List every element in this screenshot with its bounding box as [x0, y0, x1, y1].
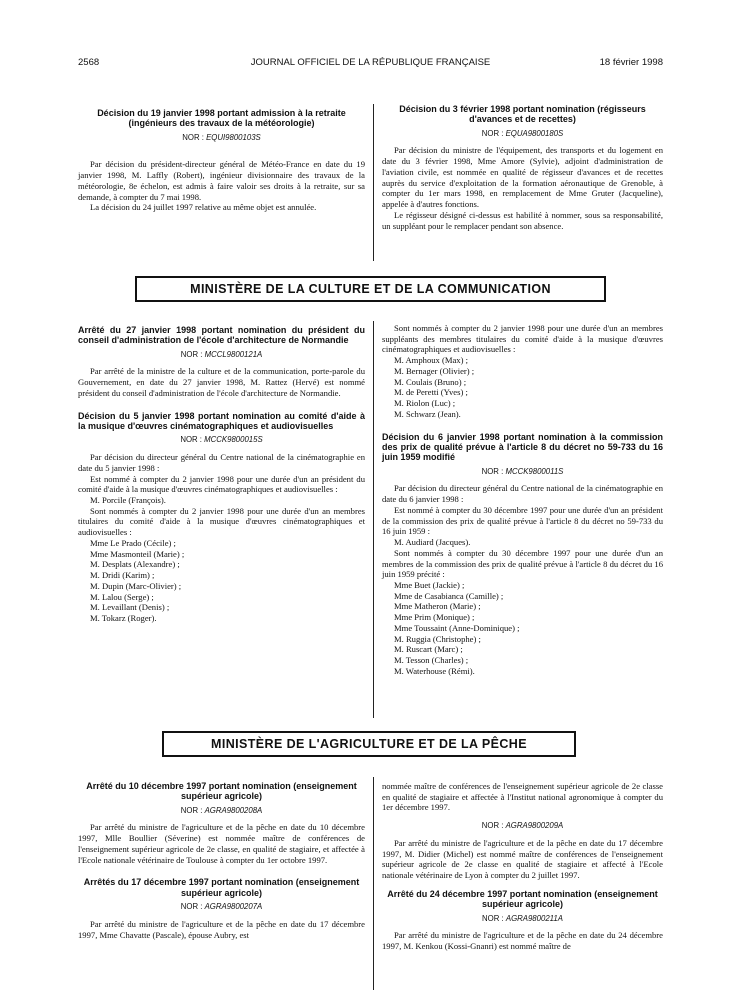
paragraph: La décision du 24 juillet 1997 relative au même objet est annulée.: [90, 202, 317, 213]
list-item: M. Amphoux (Max) ;: [394, 355, 468, 366]
decision-retirement: [78, 108, 365, 213]
agriculture-right-column: [382, 781, 663, 952]
decision-title: Arrêté du 27 janvier 1998 portant nomination du président du conseil d'administration de l'école d'architecture de Normandie: [78, 325, 365, 346]
column-divider: [373, 104, 374, 261]
list-item: M. Lalou (Serge) ;: [90, 591, 154, 602]
paragraph: Par arrêté du ministre de l'agriculture et de la pêche en date du 10 décembre 1997, Mlle Boullier (Séverine) est nommée maître de conférences de l'enseignement supérieur agricole de 2e classe, en qualité de stagiaire, et affectée à l'Ecole nationale vétérinaire de Toulouse à compter du 1er octobre 1997.: [78, 822, 365, 865]
paragraph: Par arrêté du ministre de l'agriculture et de la pêche en date du 17 décembre 1997, M. Didier (Michel) est nommé maître de conférences de l'enseignement supérieur agricole de 2e classe en qualité de stagiaire et affecté à l'Ecole nationale vétérinaire de Lyon à compter du 2 juillet 1997.: [382, 837, 663, 881]
nor-reference: NOR : AGRA9800209A: [481, 821, 564, 831]
decision-title: Décision du 19 janvier 1998 portant admission à la retraite (ingénieurs des travaux de la météorologie): [97, 108, 346, 129]
paragraph: Est nommé à compter du 30 décembre 1997 pour une durée d'un an président de la commission des prix de qualité prévue à l'article 8 du décret no 59-733 du 16 juin 1959 :: [382, 504, 663, 537]
list-item: Mme Toussaint (Anne-Dominique) ;: [394, 622, 520, 633]
ministry-heading-culture: MINISTÈRE DE LA CULTURE ET DE LA COMMUNICATION: [135, 276, 606, 302]
column-divider: [373, 777, 374, 990]
paragraph: nommée maître de conférences de l'enseignement supérieur agricole de 2e classe en qualité de stagiaire et affectée à l'Institut national agronomique à compter du 1er décembre 1997.: [382, 781, 663, 813]
decision-title: Décision du 6 janvier 1998 portant nomination à la commission des prix de qualité prévue à l'article 8 du décret no 59-733 du 16 juin 1959 modifié: [382, 431, 663, 463]
list-item: M. Bernager (Olivier) ;: [394, 365, 475, 376]
culture-right-column: [382, 323, 663, 677]
column-divider: [373, 321, 374, 718]
paragraph: Par décision du directeur général du Centre national de la cinématographie en date du 5 janvier 1998 :: [78, 452, 365, 473]
agriculture-left-column: [78, 781, 365, 940]
page-header: [78, 57, 663, 71]
list-item: M. Tokarz (Roger).: [90, 613, 157, 624]
decision-title: Arrêté du 24 décembre 1997 portant nomination (enseignement supérieur agricole): [387, 888, 658, 910]
list-item: M. Ruscart (Marc) ;: [394, 644, 463, 655]
nor-reference: NOR : AGRA9800208A: [180, 805, 263, 815]
list-item: M. Levaillant (Denis) ;: [90, 602, 170, 613]
list-item: Mme Prim (Monique) ;: [394, 612, 475, 623]
paragraph: Le régisseur désigné ci-dessus est habilité à nommer, sous sa responsabilité, un suppléant pour le remplacer pendant son absence.: [382, 209, 663, 231]
decision-title: Arrêtés du 17 décembre 1997 portant nomination (enseignement supérieur agricole): [83, 877, 360, 898]
nor-reference: NOR : MCCK9800011S: [481, 466, 564, 476]
list-item: Mme de Casabianca (Camille) ;: [394, 590, 504, 601]
decision-regisseurs: [382, 104, 663, 231]
page-number: 2568: [78, 57, 100, 68]
paragraph: Par arrêté du ministre de l'agriculture et de la pêche en date du 24 décembre 1997, M. Kenkou (Kossi-Gnanri) est nommé maître de: [382, 930, 663, 952]
list-item: Mme Masmonteil (Marie) ;: [90, 548, 185, 559]
paragraph: Par arrêté de la ministre de la culture et de la communication, porte-parole du Gouvernement, en date du 27 janvier 1998, M. Rattez (Hervé) est nommé président du conseil d'administration de l'école d'architecture de Normandie.: [78, 366, 365, 398]
paragraph: Est nommé à compter du 2 janvier 1998 pour une durée d'un an président du comité d'aide à la musique d'œuvres cinématographiques et audiovisuelles :: [78, 473, 365, 495]
nor-reference: NOR : MCCK9800015S: [180, 435, 263, 445]
list-item: M. Dridi (Karim) ;: [90, 570, 155, 581]
decision-title: Arrêté du 10 décembre 1997 portant nomination (enseignement supérieur agricole): [86, 781, 357, 802]
paragraph: Par décision du président-directeur général de Météo-France en date du 19 janvier 1998, M. Laffly (Robert), ingénieur divisionnaire des travaux de la météorologie, 8e échelon, est admis à faire valoir ses droits à la retraite, sur sa demande, à compter du 7 mai 1998.: [78, 159, 365, 202]
journal-title: JOURNAL OFFICIEL DE LA RÉPUBLIQUE FRANÇAISE: [250, 57, 491, 68]
ministry-heading-agriculture: MINISTÈRE DE L'AGRICULTURE ET DE LA PÊCHE: [162, 731, 576, 757]
list-item: M. Coulais (Bruno) ;: [394, 376, 467, 387]
list-item: Mme Matheron (Marie) ;: [394, 601, 481, 612]
paragraph: Par décision du ministre de l'équipement, des transports et du logement en date du 3 février 1998, Mme Amore (Sylvie), adjoint d'administration de l'aviation civile, est nommée en qualité de régisseur d'avances et de recettes auprès du service d'exploitation de la formation aéronautique de Grenoble, à compter du 1er mars 1998, en remplacement de Mme Gruter (Jacqueline), appelée à d'autres fonctions.: [382, 145, 663, 210]
list-item: M. Ruggia (Christophe) ;: [394, 633, 481, 644]
nor-reference: NOR : EQUI9800103S: [182, 132, 261, 142]
list-item: M. Porcile (François).: [90, 494, 166, 505]
nor-reference: NOR : AGRA9800207A: [180, 902, 263, 912]
paragraph: Par arrêté du ministre de l'agriculture et de la pêche en date du 17 décembre 1997, Mme Chavatte (Pascale), épouse Aubry, est: [78, 918, 365, 940]
list-item: M. Audiard (Jacques).: [394, 537, 471, 548]
issue-date: 18 février 1998: [599, 57, 663, 68]
list-item: M. Riolon (Luc) ;: [394, 398, 456, 409]
culture-left-column: [78, 325, 365, 624]
paragraph: Sont nommés à compter du 30 décembre 1997 pour une durée d'un an membres de la commission des prix de qualité prévue à l'article 8 du décret du 16 juin 1959 précité :: [382, 547, 663, 580]
list-item: Mme Le Prado (Cécile) ;: [90, 537, 176, 548]
list-item: M. Waterhouse (Rémi).: [394, 665, 475, 676]
list-item: M. Dupin (Marc-Olivier) ;: [90, 580, 182, 591]
nor-reference: NOR : AGRA9800211A: [482, 913, 563, 923]
nor-reference: NOR : EQUA9800180S: [481, 128, 564, 138]
list-item: M. Schwarz (Jean).: [394, 408, 461, 419]
paragraph: Par décision du directeur général du Centre national de la cinématographie en date du 6 janvier 1998 :: [382, 483, 663, 505]
paragraph: Sont nommés à compter du 2 janvier 1998 pour une durée d'un an membres titulaires du comité d'aide à la musique d'œuvres cinématographiques et audiovisuelles :: [78, 505, 365, 538]
nor-reference: NOR : MCCL9800121A: [180, 349, 263, 359]
paragraph: Sont nommés à compter du 2 janvier 1998 pour une durée d'un an membres suppléants des membres titulaires du comité d'aide à la musique d'œuvres cinématographiques et audiovisuelles :: [382, 323, 663, 355]
decision-title: Décision du 5 janvier 1998 portant nomination au comité d'aide à la musique d'œuvres cinématographiques et audiovisuelles: [78, 410, 365, 431]
list-item: M. Desplats (Alexandre) ;: [90, 559, 180, 570]
list-item: Mme Buet (Jackie) ;: [394, 579, 465, 590]
decision-title: Décision du 3 février 1998 portant nomination (régisseurs d'avances et de recettes): [399, 104, 646, 125]
list-item: M. de Peretti (Yves) ;: [394, 387, 468, 398]
list-item: M. Tesson (Charles) ;: [394, 655, 469, 666]
